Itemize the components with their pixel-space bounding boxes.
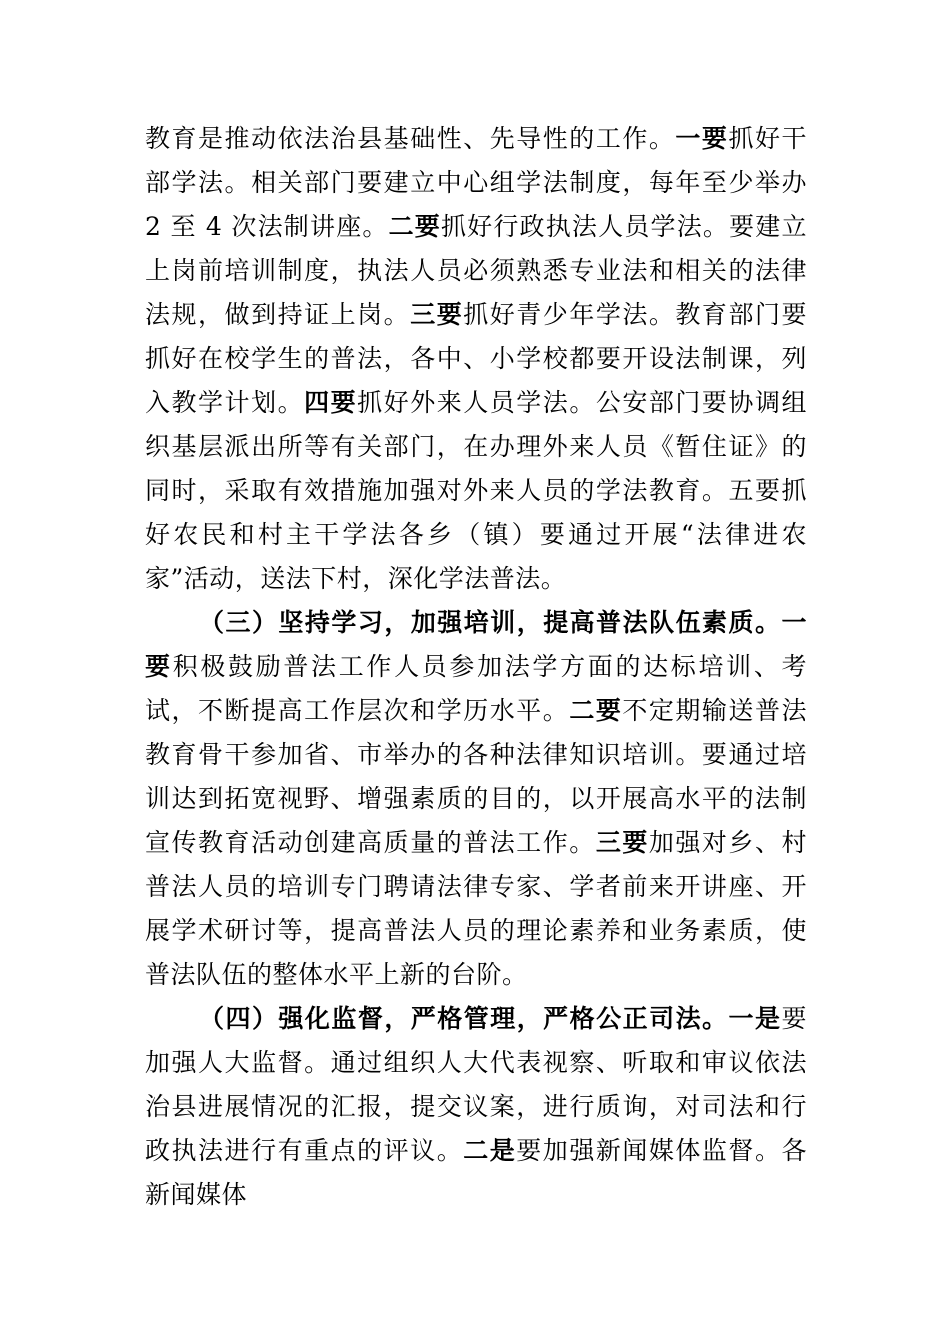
text-run: 积极鼓励普法工作人员参加法学方面的达标培训、考试，不断提高工作层次和学历水平。 [145, 652, 807, 725]
text-run: 加强对乡、村普法人员的培训专门聘请法律专家、学者前来开讲座、开展学术研讨等，提高普法人员的理论素养和业务素质，使普法队伍的整体水平上新的台阶。 [145, 828, 807, 989]
text-run: 抓好行政执法人员学法。要建立上岗前培训制度，执法人员必须熟悉专业法和相关的法律法规，做到持证上岗。 [145, 212, 807, 329]
text-run-bold: 三要 [595, 828, 649, 857]
section-heading: （四）强化监督，严格管理，严格公正司法。一是 [199, 1004, 782, 1033]
section-heading: （三）坚持学习，加强培训，提高普法队伍素质。一要 [145, 608, 807, 681]
text-run-bold: 二要 [569, 696, 623, 725]
text-run: 抓好外来人员学法。公安部门要协调组织基层派出所等有关部门，在办理外来人员《暂住证》的同时，采取有效措施加强对外来人员的学法教育。五要抓好农民和村主干学法各乡（镇）要通过开展“法律进农家”活动，送法下村，深化学法普法。 [145, 388, 807, 593]
text-run: 不定期输送普法教育骨干参加省、市举办的各种法律知识培训。要通过培训达到拓宽视野、增强素质的目的，以开展高水平的法制宣传教育活动创建高质量的普法工作。 [145, 696, 807, 857]
paragraph-legal-education [145, 117, 807, 601]
text-run-bold: 一要 [675, 124, 729, 153]
text-run-bold: 二要 [388, 212, 441, 241]
text-run: 要加强人大监督。通过组织人大代表视察、听取和审议依法治县进展情况的汇报，提交议案，进行质询，对司法和行政执法进行有重点的评议。 [145, 1004, 807, 1165]
text-run: 要加强新闻媒体监督。各新闻媒体 [145, 1136, 807, 1209]
text-run: 教育是推动依法治县基础性、先导性的工作。 [145, 124, 676, 153]
document-body [145, 117, 807, 1217]
paragraph-section-three [145, 601, 807, 997]
text-run: 抓好青少年学法。教育部门要抓好在校学生的普法，各中、小学校都要开设法制课，列入教学计划。 [145, 300, 807, 417]
text-run-bold: 二是 [463, 1136, 517, 1165]
text-run: 抓好干部学法。相关部门要建立中心组学法制度，每年至少举办 2 至 4 次法制讲座。 [145, 124, 807, 241]
text-run-bold: 四要 [304, 388, 358, 417]
text-run-bold: 三要 [410, 300, 464, 329]
paragraph-section-four [145, 997, 807, 1217]
